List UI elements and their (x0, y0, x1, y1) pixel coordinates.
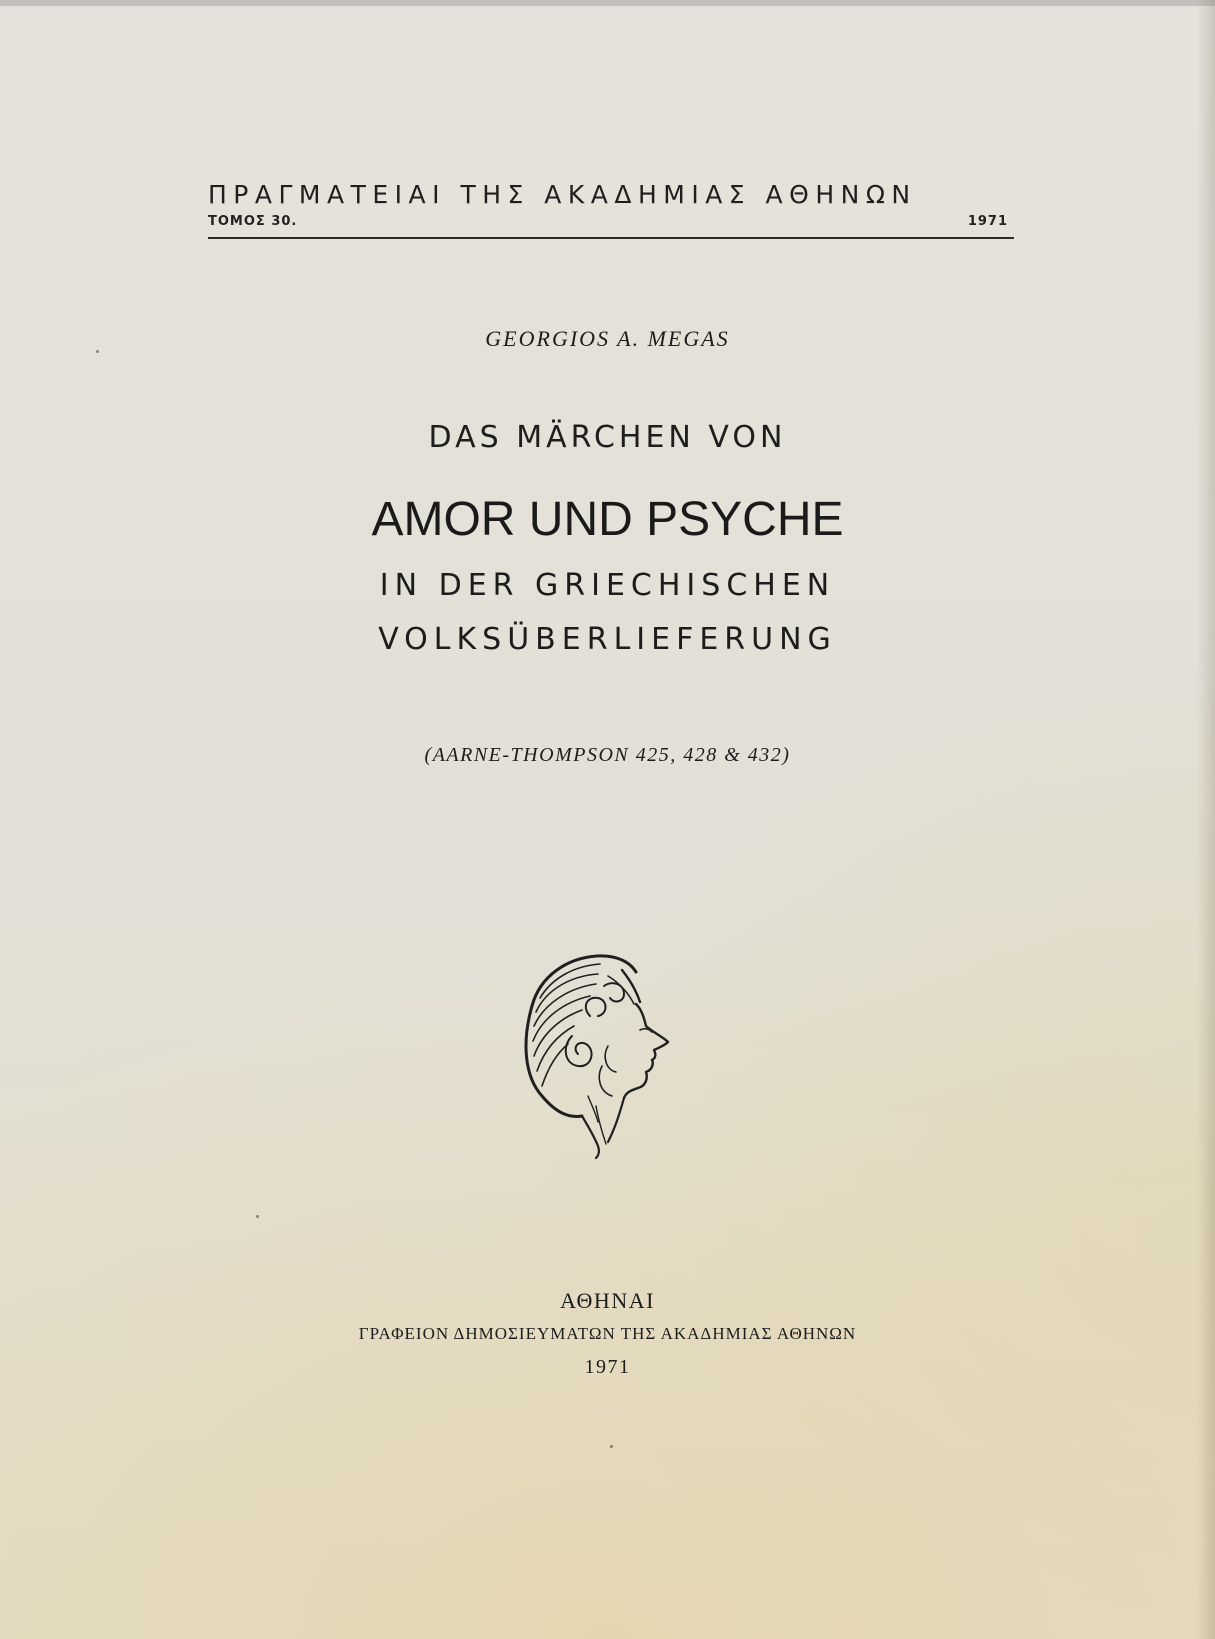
athena-head-emblem-icon (512, 946, 692, 1161)
paper-speck (96, 350, 99, 353)
series-volume: ΤΟΜΟΣ 30. (208, 214, 298, 229)
imprint-year: 1971 (584, 1356, 631, 1378)
imprint-publisher: ΓΡΑΦΕΙΟΝ ΔΗΜΟΣΙΕΥΜΑΤΩΝ ΤΗΣ ΑΚΑΔΗΜΙΑΣ ΑΘΗΝΩΝ (358, 1324, 857, 1343)
classification-note: (AARNE-THOMPSON 425, 428 & 432) (424, 744, 791, 766)
paper-speck (256, 1215, 259, 1218)
title-line-3: IN DER GRIECHISCHEN (379, 568, 836, 603)
series-subline (208, 214, 1014, 229)
series-title: ΠΡΑΓΜΑΤΕΙΑΙ ΤΗΣ ΑΚΑΔΗΜΙΑΣ ΑΘΗΝΩΝ (208, 180, 917, 209)
title-line-2: AMOR UND PSYCHE (371, 493, 844, 546)
page-top-edge (0, 0, 1215, 6)
author-name: GEORGIOS A. MEGAS (485, 326, 730, 351)
series-header (208, 180, 1014, 239)
imprint-city: ΑΘΗΝΑΙ (560, 1288, 655, 1313)
paper-speck (610, 1445, 613, 1448)
title-line-1: DAS MÄRCHEN VON (428, 420, 787, 455)
page-right-edge (1197, 0, 1215, 1639)
title-line-4: VOLKSÜBERLIEFERUNG (378, 622, 837, 657)
series-year: 1971 (967, 214, 1008, 229)
header-rule (208, 237, 1014, 239)
